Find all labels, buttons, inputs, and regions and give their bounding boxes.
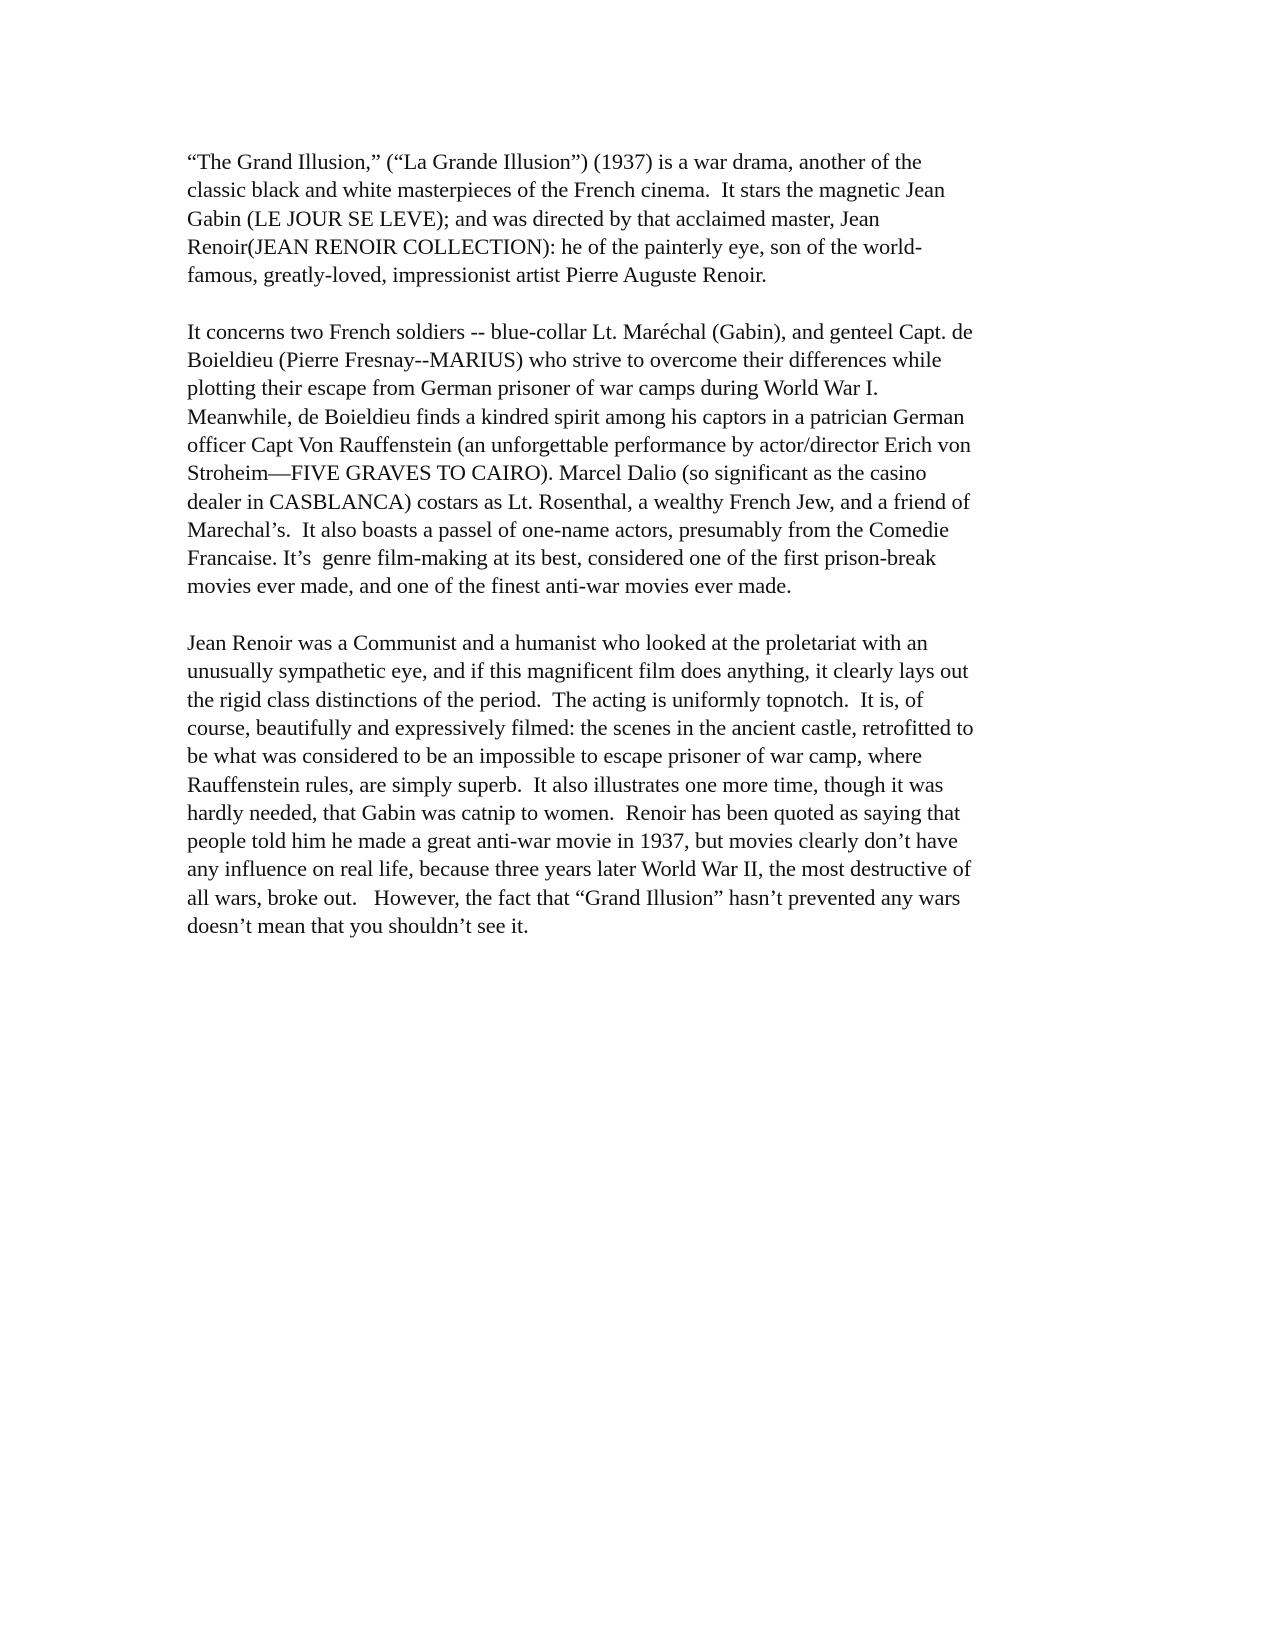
text-line: movies ever made, and one of the finest anti-war movies ever made. (187, 573, 792, 599)
paragraph-3 (187, 629, 1087, 940)
text-line: Stroheim—FIVE GRAVES TO CAIRO). Marcel Dalio (so significant as the casino (187, 460, 927, 486)
text-line: dealer in CASBLANCA) costars as Lt. Rosenthal, a wealthy French Jew, and a friend of (187, 488, 970, 514)
text-line: Marechal’s. It also boasts a passel of one-name actors, presumably from the Comedie (187, 516, 949, 542)
text-line: unusually sympathetic eye, and if this magnificent film does anything, it clearly lays out (187, 658, 969, 684)
text-line: famous, greatly-loved, impressionist artist Pierre Auguste Renoir. (187, 262, 767, 288)
text-line: any influence on real life, because three years later World War II, the most destructive of (187, 856, 972, 882)
text-line: Boieldieu (Pierre Fresnay--MARIUS) who strive to overcome their differences while (187, 347, 942, 373)
text-line: Francaise. It’s genre film-making at its best, considered one of the first prison-break (187, 545, 937, 571)
text-line: Gabin (LE JOUR SE LEVE); and was directed by that acclaimed master, Jean (187, 205, 880, 231)
text-line: doesn’t mean that you shouldn’t see it. (187, 913, 529, 939)
text-line: Renoir(JEAN RENOIR COLLECTION): he of the painterly eye, son of the world- (187, 233, 923, 259)
text-line: It concerns two French soldiers -- blue-collar Lt. Maréchal (Gabin), and genteel Capt. de (187, 318, 973, 344)
text-line: hardly needed, that Gabin was catnip to women. Renoir has been quoted as saying that (187, 799, 961, 825)
paragraph-2 (187, 318, 1087, 601)
paragraph-1 (187, 148, 1087, 289)
text-line: officer Capt Von Rauffenstein (an unforgettable performance by actor/director Erich von (187, 431, 971, 457)
text-line: classic black and white masterpieces of the French cinema. It stars the magnetic Jean (187, 177, 945, 203)
document-body (187, 148, 1087, 940)
text-line: people told him he made a great anti-war movie in 1937, but movies clearly don’t have (187, 828, 958, 854)
text-line: Meanwhile, de Boieldieu finds a kindred spirit among his captors in a patrician German (187, 403, 965, 429)
text-line: course, beautifully and expressively filmed: the scenes in the ancient castle, retrofitted to (187, 714, 974, 740)
text-line: all wars, broke out. However, the fact that “Grand Illusion” hasn’t prevented any wars (187, 884, 961, 910)
text-line: be what was considered to be an impossible to escape prisoner of war camp, where (187, 743, 922, 769)
text-line: plotting their escape from German prisoner of war camps during World War I. (187, 375, 879, 401)
text-line: “The Grand Illusion,” (“La Grande Illusion”) (1937) is a war drama, another of the (187, 149, 922, 174)
text-line: the rigid class distinctions of the period. The acting is uniformly topnotch. It is, of (187, 686, 924, 712)
text-line: Rauffenstein rules, are simply superb. It also illustrates one more time, though it was (187, 771, 944, 797)
text-line: Jean Renoir was a Communist and a humanist who looked at the proletariat with an (187, 630, 928, 656)
